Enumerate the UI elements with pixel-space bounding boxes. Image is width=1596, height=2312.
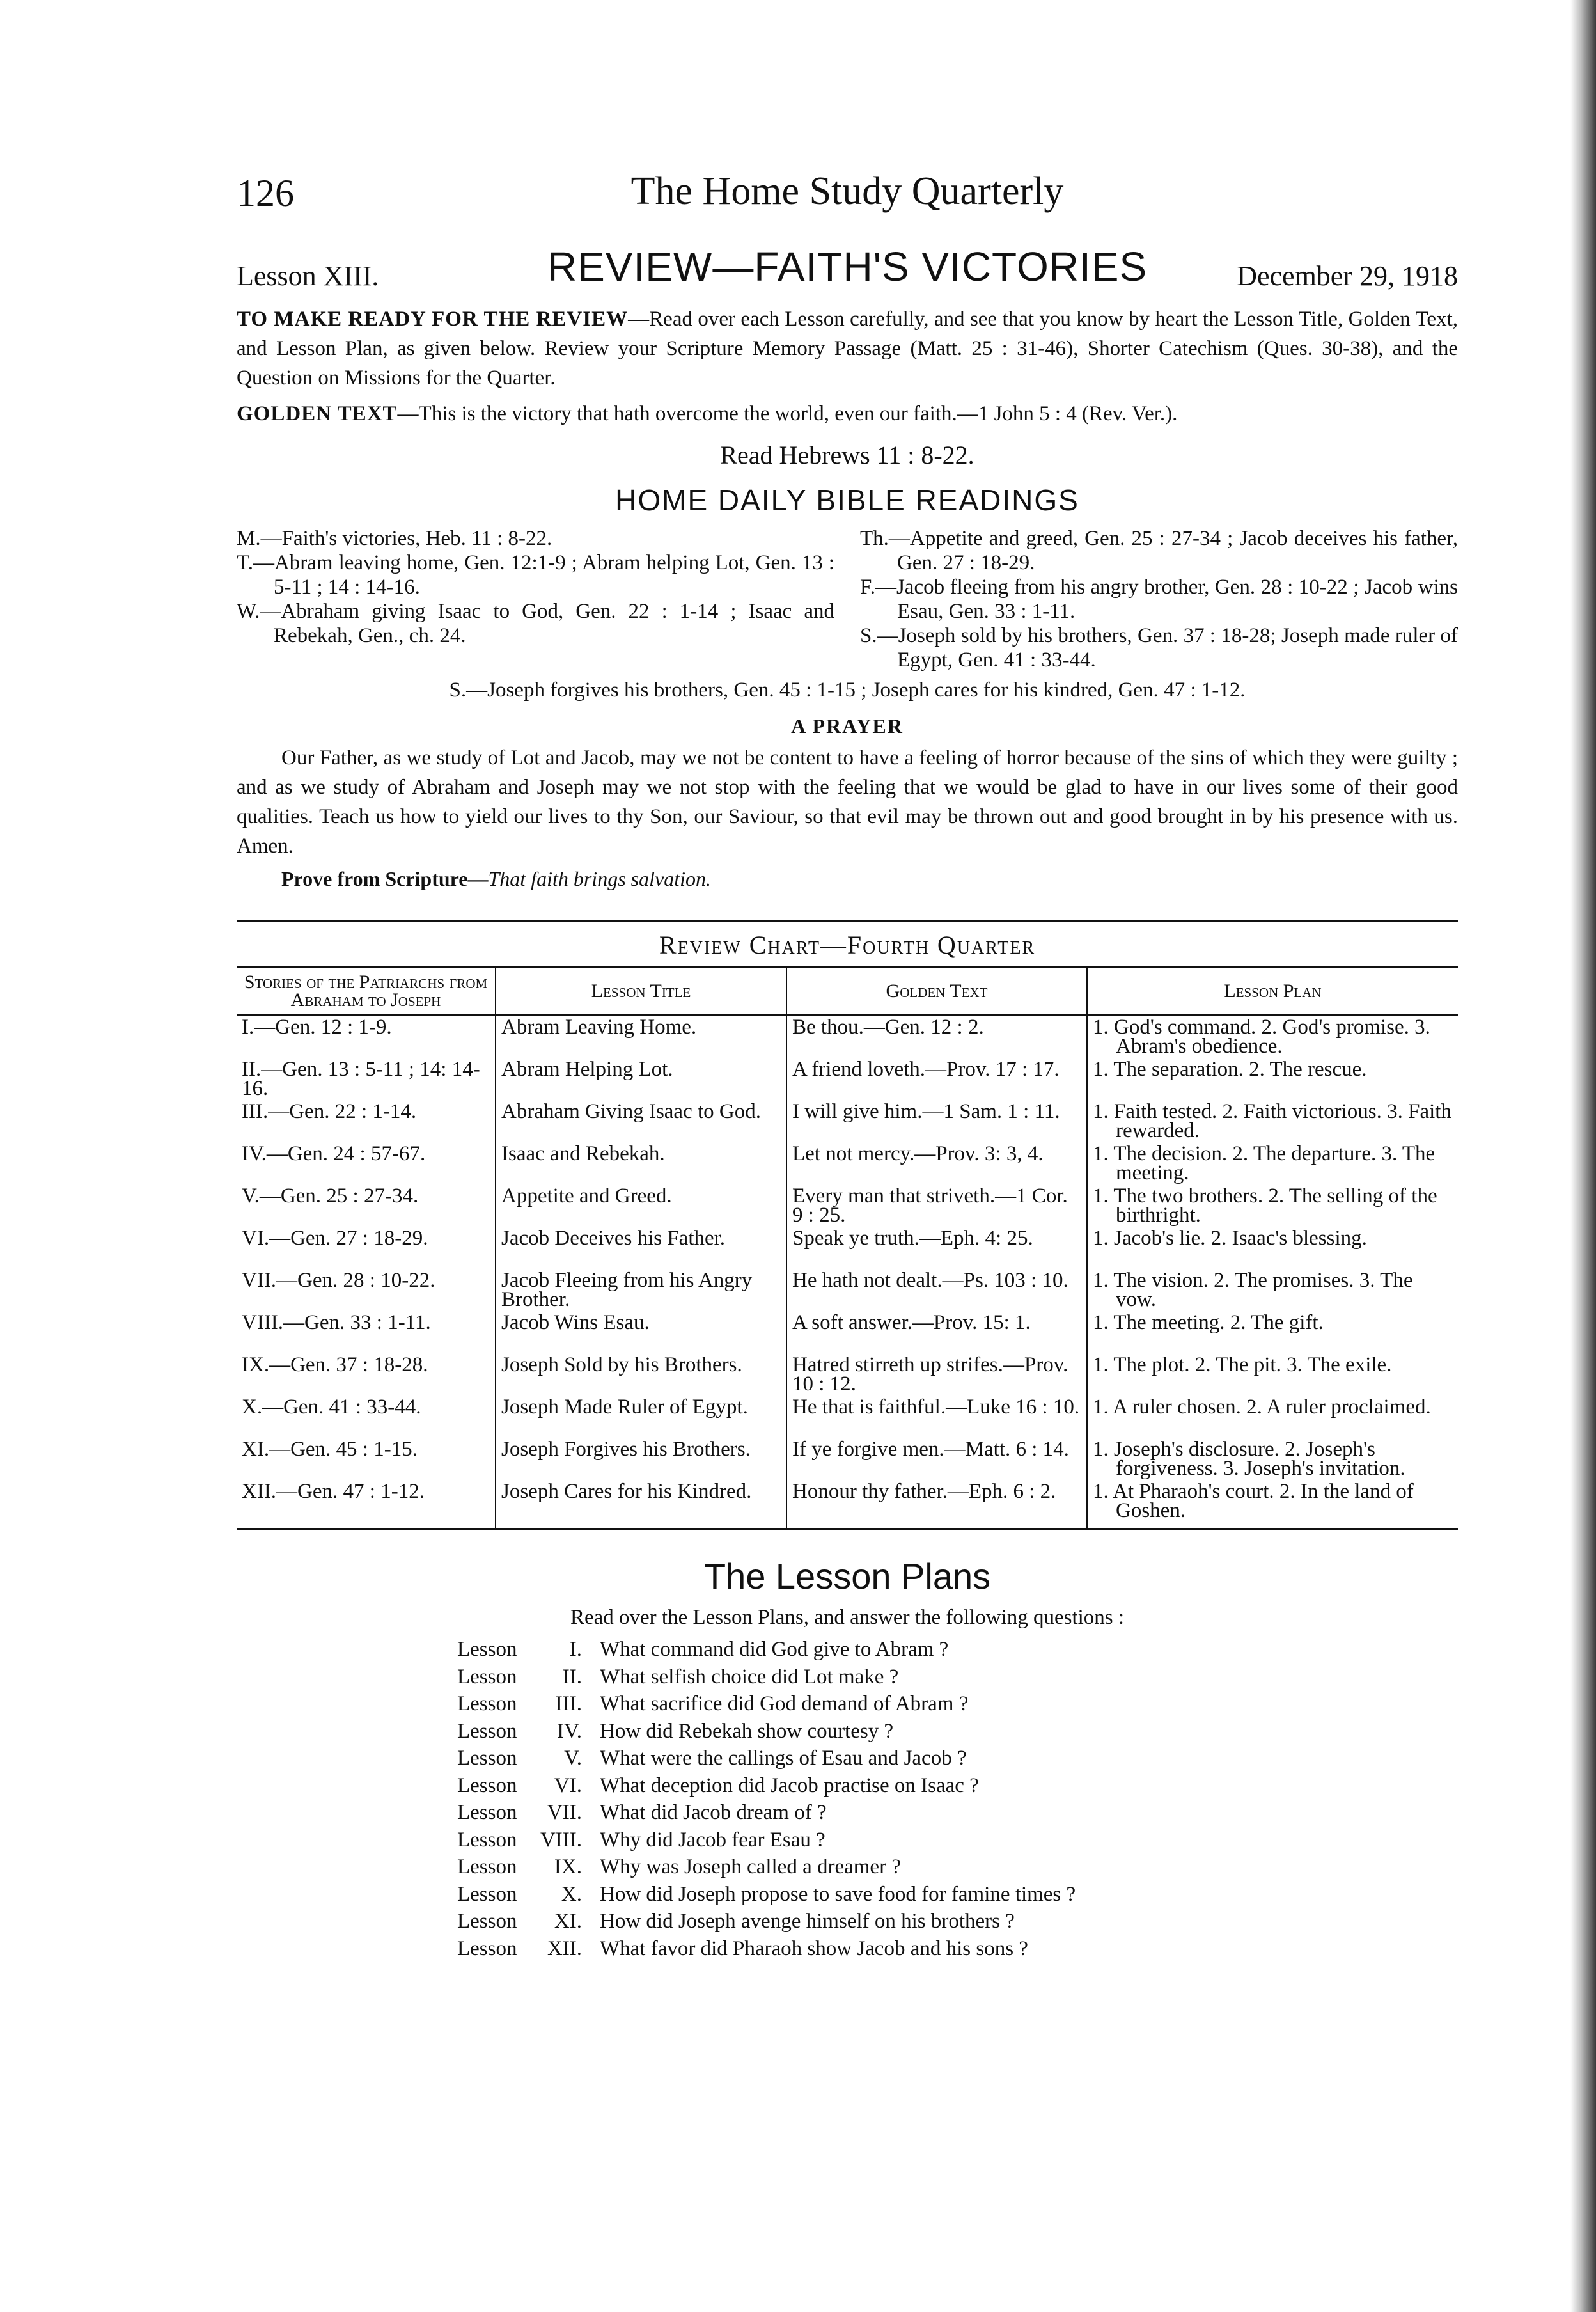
cell-title: Appetite and Greed. [496, 1185, 786, 1227]
review-chart-table [237, 966, 1458, 1530]
question-text: How did Rebekah show courtesy ? [600, 1719, 894, 1743]
cell-plan: 1. Faith tested. 2. Faith victorious. 3. Faith rewarded. [1087, 1101, 1458, 1143]
table-row [237, 1227, 1458, 1270]
question-text: How did Joseph avenge himself on his brothers ? [600, 1910, 1015, 1933]
table-row [237, 1438, 1458, 1481]
list-item [457, 1827, 1458, 1854]
lesson-word: Lesson [457, 1910, 517, 1933]
lesson-word: Lesson [457, 1773, 517, 1797]
header-lesson-plan: Lesson Plan [1087, 968, 1458, 1016]
cell-passage: VI.—Gen. 27 : 18-29. [242, 1227, 428, 1250]
golden-text-body: —This is the victory that hath overcome the world, even our faith.—1 John 5 : 4 (Rev. Ver.). [397, 402, 1178, 425]
cell-plan: 1. A ruler chosen. 2. A ruler proclaimed. [1087, 1396, 1458, 1438]
review-instructions [237, 304, 1458, 393]
cell-plan: 1. The plot. 2. The pit. 3. The exile. [1087, 1354, 1458, 1396]
cell-passage: X.—Gen. 41 : 33-44. [242, 1396, 421, 1419]
page-content [237, 160, 1458, 1962]
lesson-numeral: VII. [547, 1801, 582, 1824]
cell-passage: XII.—Gen. 47 : 1-12. [237, 1481, 496, 1529]
question-text: What were the callings of Esau and Jacob ? [600, 1747, 967, 1770]
lesson-date: December 29, 1918 [1237, 260, 1458, 292]
reading-tuesday: T.—Abram leaving home, Gen. 12:1-9 ; Abram helping Lot, Gen. 13 : 5-11 ; 14 : 14-16. [237, 551, 834, 599]
lesson-numeral: II. [562, 1665, 582, 1688]
reading-friday: F.—Jacob fleeing from his angry brother, Gen. 28 : 10-22 ; Jacob wins Esau, Gen. 33 : 1-11. [860, 576, 1458, 623]
reading-monday: M.—Faith's victories, Heb. 11 : 8-22. [237, 527, 552, 550]
review-chart-header-row [237, 968, 1458, 1016]
list-item [457, 1935, 1458, 1963]
golden-text-label: GOLDEN TEXT [237, 402, 398, 425]
list-item [457, 1908, 1458, 1935]
lesson-word: Lesson [457, 1747, 517, 1770]
lesson-numeral: IX. [554, 1855, 582, 1878]
table-row [237, 1143, 1458, 1185]
question-text: What favor did Pharaoh show Jacob and his sons ? [600, 1937, 1028, 1960]
daily-readings-left-column [237, 526, 834, 672]
lesson-title: REVIEW—FAITH'S VICTORIES [547, 244, 1148, 290]
question-text: Why was Joseph called a dreamer ? [600, 1855, 901, 1878]
cell-golden-text: I will give him.—1 Sam. 1 : 11. [786, 1101, 1087, 1143]
cell-golden-text: Let not mercy.—Prov. 3: 3, 4. [786, 1143, 1087, 1185]
table-row [237, 1396, 1458, 1438]
cell-plan: 1. The decision. 2. The departure. 3. The meeting. [1087, 1143, 1458, 1185]
cell-passage: II.—Gen. 13 : 5-11 ; 14: 14-16. [242, 1058, 480, 1100]
prove-text: That faith brings salvation. [488, 867, 711, 890]
list-item [457, 1881, 1458, 1908]
question-text: What sacrifice did God demand of Abram ? [600, 1692, 969, 1715]
question-text: What deception did Jacob practise on Isaac ? [600, 1773, 979, 1797]
cell-golden-text: He that is faithful.—Luke 16 : 10. [786, 1396, 1087, 1438]
golden-text [237, 399, 1458, 429]
prayer-title: A PRAYER [791, 714, 904, 737]
list-item [457, 1772, 1458, 1800]
cell-golden-text: Speak ye truth.—Eph. 4: 25. [786, 1227, 1087, 1270]
cell-passage: VIII.—Gen. 33 : 1-11. [242, 1311, 431, 1334]
cell-passage: XI.—Gen. 45 : 1-15. [242, 1438, 418, 1461]
lesson-numeral: I. [569, 1638, 582, 1661]
lesson-numeral: III. [555, 1692, 582, 1715]
question-text: What did Jacob dream of ? [600, 1801, 827, 1824]
cell-golden-text: A friend loveth.—Prov. 17 : 17. [786, 1058, 1087, 1101]
table-row [237, 1185, 1458, 1227]
cell-passage: V.—Gen. 25 : 27-34. [242, 1184, 419, 1207]
prayer-text: Our Father, as we study of Lot and Jacob, may we not be content to have a feeling of horror because of the sins of which they were guilty ; and as we study of Abraham and Joseph may we not stop with the feeling that we would be glad to have in our lives some of their good qualities. Teach us how to yield our lives to thy Son, our Saviour, so that evil may be thrown out and good brought in by his presence with us. Amen. [237, 746, 1458, 858]
header-lesson-title: Lesson Title [496, 968, 786, 1016]
list-item [457, 1718, 1458, 1745]
lesson-word: Lesson [457, 1692, 517, 1715]
table-row [237, 1058, 1458, 1101]
cell-title: Jacob Wins Esau. [496, 1312, 786, 1354]
lesson-word: Lesson [457, 1638, 517, 1661]
lesson-numeral: IV. [557, 1719, 582, 1743]
cell-plan: 1. God's command. 2. God's promise. 3. Abram's obedience. [1087, 1016, 1458, 1059]
question-text: How did Joseph propose to save food for famine times ? [600, 1882, 1076, 1906]
table-row [237, 1312, 1458, 1354]
lesson-numeral: X. [561, 1882, 582, 1906]
cell-title: Abraham Giving Isaac to God. [496, 1101, 786, 1143]
list-item [457, 1799, 1458, 1827]
cell-title: Joseph Cares for his Kindred. [496, 1481, 786, 1529]
running-title: The Home Study Quarterly [630, 169, 1064, 213]
prove-label: Prove from Scripture— [281, 867, 489, 890]
cell-plan: 1. The two brothers. 2. The selling of the birthright. [1087, 1185, 1458, 1227]
lesson-word: Lesson [457, 1882, 517, 1906]
page-edge-shadow [1570, 0, 1596, 2312]
lesson-number: Lesson XIII. [237, 260, 379, 292]
chart-top-rule [237, 920, 1458, 922]
cell-title: Joseph Sold by his Brothers. [496, 1354, 786, 1396]
cell-passage: VII.—Gen. 28 : 10-22. [242, 1269, 435, 1292]
header-stories: Stories of the Patriarchs from Abraham to Joseph [237, 968, 496, 1016]
list-item [457, 1636, 1458, 1663]
cell-plan: 1. At Pharaoh's court. 2. In the land of Goshen. [1087, 1481, 1458, 1529]
daily-readings [237, 526, 1458, 672]
cell-title: Jacob Deceives his Father. [496, 1227, 786, 1270]
cell-plan: 1. Joseph's disclosure. 2. Joseph's forgiveness. 3. Joseph's invitation. [1087, 1438, 1458, 1481]
reading-wednesday: W.—Abraham giving Isaac to God, Gen. 22 : 1-14 ; Isaac and Rebekah, Gen., ch. 24. [237, 600, 834, 647]
cell-title: Jacob Fleeing from his Angry Brother. [496, 1270, 786, 1312]
cell-plan: 1. The meeting. 2. The gift. [1087, 1312, 1458, 1354]
list-item [457, 1853, 1458, 1881]
cell-plan: 1. The separation. 2. The rescue. [1087, 1058, 1458, 1101]
cell-title: Abram Leaving Home. [496, 1016, 786, 1059]
lesson-heading [237, 243, 1458, 304]
lesson-word: Lesson [457, 1801, 517, 1824]
lesson-numeral: XII. [547, 1937, 582, 1960]
lesson-plans-intro: Read over the Lesson Plans, and answer the following questions : [570, 1606, 1125, 1629]
lesson-numeral: VI. [554, 1773, 582, 1797]
lesson-word: Lesson [457, 1937, 517, 1960]
prove-from-scripture [237, 867, 1458, 891]
cell-plan: 1. Jacob's lie. 2. Isaac's blessing. [1087, 1227, 1458, 1270]
lesson-plans-title: The Lesson Plans [703, 1556, 991, 1596]
list-item [457, 1690, 1458, 1718]
cell-golden-text: He hath not dealt.—Ps. 103 : 10. [786, 1270, 1087, 1312]
table-row [237, 1354, 1458, 1396]
cell-plan: 1. The vision. 2. The promises. 3. The vow. [1087, 1270, 1458, 1312]
cell-golden-text: Be thou.—Gen. 12 : 2. [786, 1016, 1087, 1059]
table-row [237, 1101, 1458, 1143]
table-row [237, 1016, 1458, 1059]
lesson-word: Lesson [457, 1719, 517, 1743]
page-number: 126 [237, 172, 294, 214]
lesson-word: Lesson [457, 1855, 517, 1878]
lesson-plan-questions [457, 1636, 1458, 1962]
table-row [237, 1270, 1458, 1312]
cell-golden-text: A soft answer.—Prov. 15: 1. [786, 1312, 1087, 1354]
cell-passage: IV.—Gen. 24 : 57-67. [242, 1142, 426, 1165]
cell-title: Abram Helping Lot. [496, 1058, 786, 1101]
cell-golden-text: If ye forgive men.—Matt. 6 : 14. [786, 1438, 1087, 1481]
table-row [237, 1481, 1458, 1529]
cell-passage: I.—Gen. 12 : 1-9. [242, 1016, 392, 1039]
review-instructions-text: —Read over each Lesson carefully, and see that you know by heart the Lesson Title, Golden Text, and Lesson Plan, as given below. Review your Scripture Memory Passage (Matt. 25 : 31-46), Shorter Catechism (Ques. 30-38), and the Question on Missions for the Quarter. [237, 308, 1458, 389]
lesson-word: Lesson [457, 1665, 517, 1688]
cell-title: Isaac and Rebekah. [496, 1143, 786, 1185]
review-chart-caption: Review Chart—Fourth Quarter [659, 931, 1036, 959]
running-head [237, 160, 1458, 217]
list-item [457, 1745, 1458, 1772]
cell-title: Joseph Forgives his Brothers. [496, 1438, 786, 1481]
question-text: Why did Jacob fear Esau ? [600, 1828, 825, 1852]
review-instructions-lead: TO MAKE READY FOR THE REVIEW [237, 308, 629, 331]
lesson-word: Lesson [457, 1828, 517, 1852]
cell-golden-text: Every man that striveth.—1 Cor. 9 : 25. [786, 1185, 1087, 1227]
daily-readings-right-column [860, 526, 1458, 672]
lesson-numeral: VIII. [540, 1828, 582, 1852]
read-passage: Read Hebrews 11 : 8-22. [720, 441, 974, 469]
cell-golden-text: Honour thy father.—Eph. 6 : 2. [786, 1481, 1087, 1529]
lesson-numeral: V. [564, 1747, 582, 1770]
question-text: What command did God give to Abram ? [600, 1638, 949, 1661]
reading-sabbath: S.—Joseph forgives his brothers, Gen. 45 : 1-15 ; Joseph cares for his kindred, Gen. 47 : 1-12. [449, 679, 1246, 702]
cell-passage: III.—Gen. 22 : 1-14. [242, 1100, 417, 1123]
list-item [457, 1663, 1458, 1691]
cell-golden-text: Hatred stirreth up strifes.—Prov. 10 : 12. [786, 1354, 1087, 1396]
header-golden-text: Golden Text [786, 968, 1087, 1016]
daily-readings-title: HOME DAILY BIBLE READINGS [615, 484, 1079, 517]
cell-title: Joseph Made Ruler of Egypt. [496, 1396, 786, 1438]
cell-passage: IX.—Gen. 37 : 18-28. [242, 1353, 428, 1376]
question-text: What selfish choice did Lot make ? [600, 1665, 899, 1688]
lesson-numeral: XI. [554, 1910, 582, 1933]
reading-thursday: Th.—Appetite and greed, Gen. 25 : 27-34 ; Jacob deceives his father, Gen. 27 : 18-29. [860, 527, 1458, 574]
reading-saturday: S.—Joseph sold by his brothers, Gen. 37 : 18-28; Joseph made ruler of Egypt, Gen. 41 : 33-44. [860, 624, 1458, 672]
